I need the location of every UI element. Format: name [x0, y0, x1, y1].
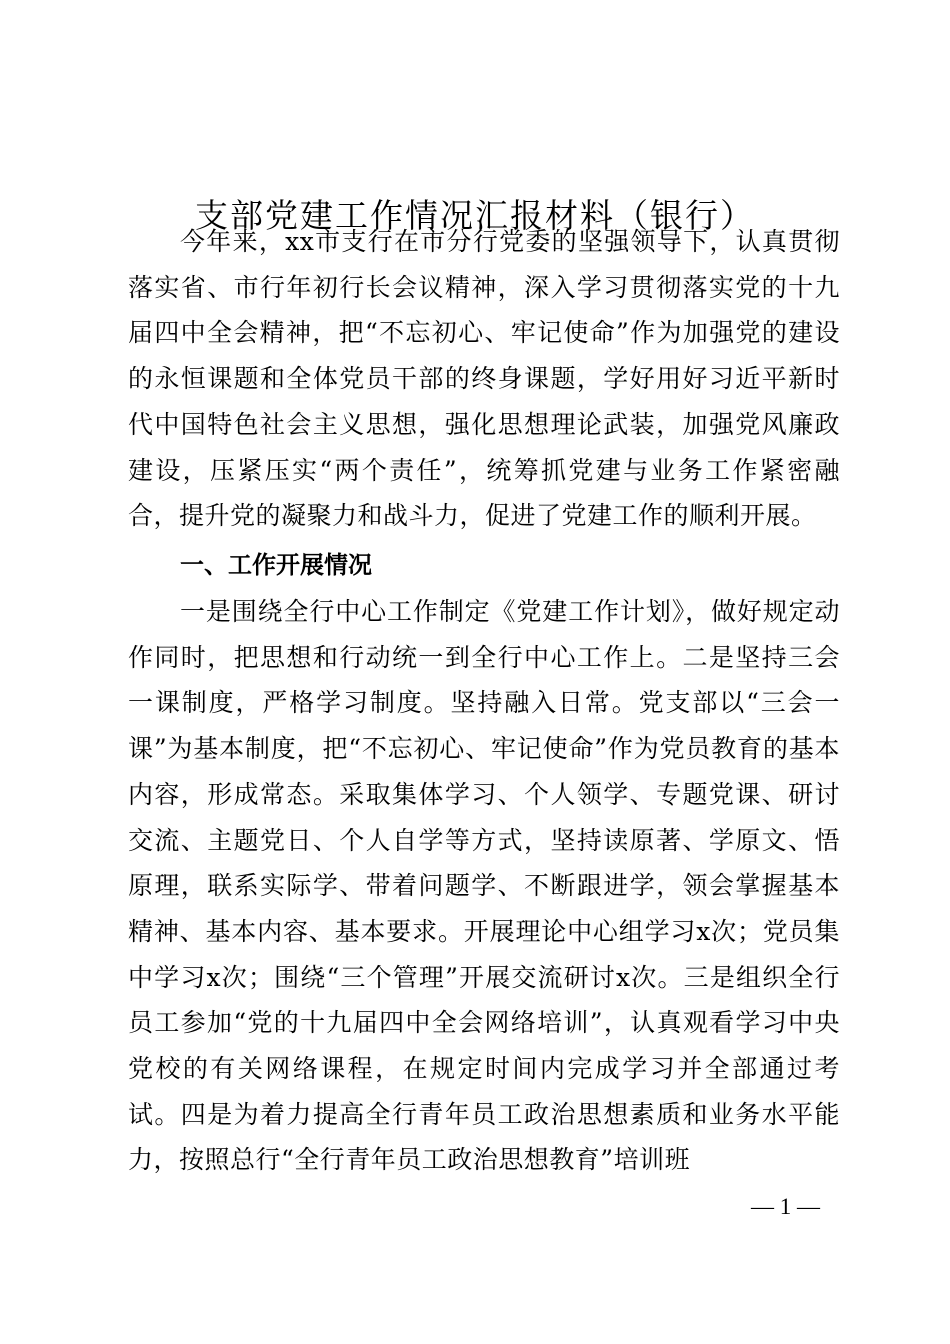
section-heading: 一、工作开展情况	[180, 551, 372, 579]
page-number: — 1 —	[751, 1194, 820, 1219]
document-title: 支部党建工作情况汇报材料（银行）	[195, 196, 755, 236]
intro-paragraph: 今年来，xx市支行在市分行党委的坚强领导下，认真贯彻落实省、市行年初行长会议精神，深入学习贯彻落实党的十九届四中全会精神，把“不忘初心、牢记使命”作为加强党的建设的永恒课题和全体党员干部的终身课题，学好用好习近平新时代中国特色社会主义思想，强化思想理论武装，加强党风廉政建设，压紧压实“两个责任”，统筹抓党建与业务工作紧密融合，提升党的凝聚力和战斗力，促进了党建工作的顺利开展。	[128, 227, 840, 531]
work-paragraph: 一是围绕全行中心工作制定《党建工作计划》，做好规定动作同时，把思想和行动统一到全行中心工作上。二是坚持三会一课制度，严格学习制度。坚持融入日常。党支部以“三会一课”为基本制度，把“不忘初心、牢记使命”作为党员教育的基本内容，形成常态。采取集体学习、个人领学、专题党课、研讨交流、主题党日、个人自学等方式，坚持读原著、学原文、悟原理，联系实际学、带着问题学、不断跟进学，领会掌握基本精神、基本内容、基本要求。开展理论中心组学习x次；党员集中学习x次；围绕“三个管理”开展交流研讨x次。三是组织全行员工参加“党的十九届四中全会网络培训”，认真观看学习中央党校的有关网络课程，在规定时间内完成学习并全部通过考试。四是为着力提高全行青年员工政治思想素质和业务水平能力，按照总行“全行青年员工政治思想教育”培训班	[128, 597, 840, 1175]
